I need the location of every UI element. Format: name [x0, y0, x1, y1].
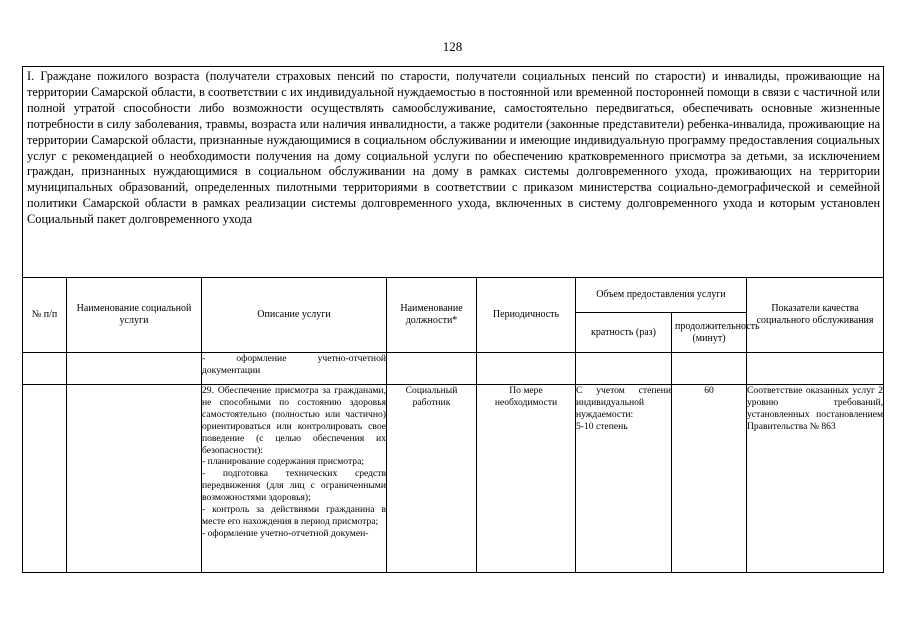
row-service-name — [67, 353, 202, 385]
table-row — [23, 385, 884, 573]
row-position — [387, 353, 477, 385]
section-description: I. Граждане пожилого возраста (получатели страховых пенсий по старости, получатели социальных пенсий по старости) и инвалиды, проживающие на территории Самарской области, в соответствии с их индивидуальной нуждаемостью в постоянной или временной посторонней помощи в связи с частичной или полной утратой способности либо возможности осуществлять самообслуживание, самостоятельно передвигаться, обеспечивать основные жизненные потребности в силу заболевания, травмы, возраста или наличия инвалидности, а также родители (законные представители) ребенка-инвалида, проживающие на территории Самарской области, признанные нуждающимися в социальном обслуживании и имеющие индивидуальную программу предоставления социальных услуг с рекомендацией о необходимости получения на дому социальной услуги по обеспечению кратковременного присмотра за детьми, за исключением граждан, признанных нуждающимися в социальном обслуживании на дому в рамках системы долговременного ухода, проживающих на территории муниципальных образований, определенных пилотными территориями в соответствии с приказом министерства социально-демографической и семейной политики Самарской области в рамках реализации системы долговременного ухода, включенных в систему долговременного ухода и которым установлен Социальный пакет долговременного ухода — [23, 67, 884, 278]
description-line: - оформление учетно-отчетной документации — [202, 353, 386, 376]
description-line: - контроль за действиями гражданина в месте его нахождения в период присмотра; — [202, 504, 386, 527]
header-volume: Объем предоставления услуги — [576, 278, 747, 313]
row-number — [23, 385, 67, 573]
header-service-name: Наименование социальной услуги — [67, 278, 202, 353]
services-table — [22, 66, 884, 573]
row-description — [202, 353, 387, 385]
header-number: № п/п — [23, 278, 67, 353]
row-duration: 60 — [672, 385, 747, 573]
row-duration — [672, 353, 747, 385]
description-line: - подготовка технических средств передвижения (для лиц с ограниченными возможностями здоровья); — [202, 468, 386, 504]
description-line: - планирование содержания присмотра; — [202, 456, 364, 468]
header-position: Наименование должности* — [387, 278, 477, 353]
row-periodicity: По мере необходимости — [477, 385, 576, 573]
row-description — [202, 385, 387, 573]
row-periodicity — [477, 353, 576, 385]
description-line: - оформление учетно-отчетной докумен- — [202, 527, 369, 539]
description-line: 29. Обеспечение присмотра за гражданами, не способными по состоянию здоровья самостоятельно (полностью или частично) ориентироваться или контролировать свое поведение (с целью обеспечения их безопасности): — [202, 385, 386, 456]
row-service-name — [67, 385, 202, 573]
row-multiplicity — [576, 385, 672, 573]
row-multiplicity — [576, 353, 672, 385]
header-periodicity: Периодичность — [477, 278, 576, 353]
table-row — [23, 353, 884, 385]
multiplicity-line: 5-10 степень — [576, 420, 628, 432]
header-quality: Показатели качества социального обслуживания — [747, 278, 884, 353]
row-quality — [747, 353, 884, 385]
row-quality: Соответствие оказанных услуг 2 уровню требований, установленных постановлением Правительства № 863 — [747, 385, 884, 573]
header-duration: продолжительность (минут) — [672, 313, 747, 353]
row-position: Социальный работник — [387, 385, 477, 573]
multiplicity-line: С учетом степени индивидуальной нуждаемости: — [576, 385, 671, 420]
header-description: Описание услуги — [202, 278, 387, 353]
page-number: 128 — [442, 39, 463, 54]
header-multiplicity: кратность (раз) — [576, 313, 672, 353]
row-number — [23, 353, 67, 385]
